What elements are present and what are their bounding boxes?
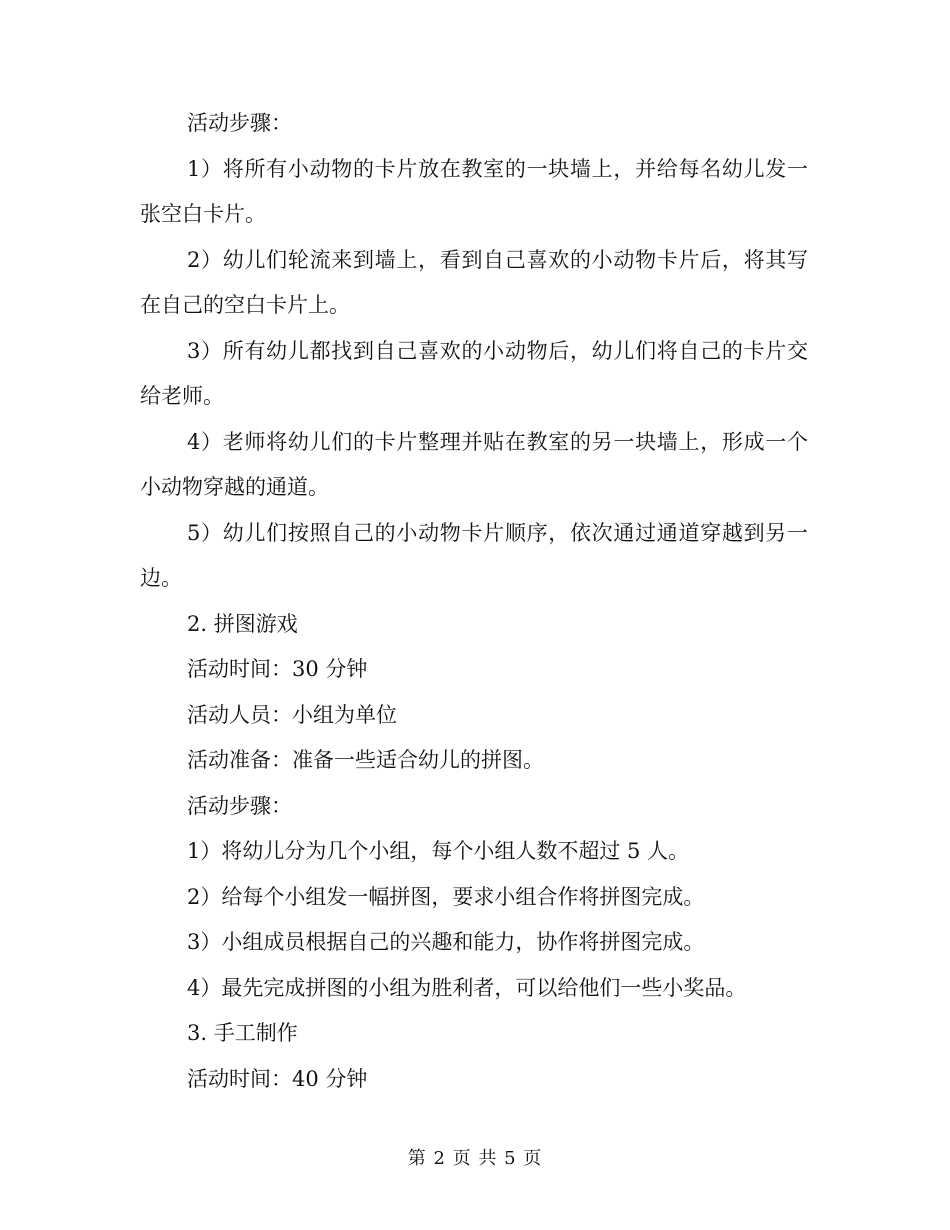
paragraph-steps-heading-2: 活动步骤： [187,793,292,818]
page-footer: 第 2 页 共 5 页 [407,1148,543,1169]
paragraph-puzzle-step-2: 2）给每个小组发一幅拼图，要求小组合作将拼图完成。 [187,884,705,909]
paragraph-activity-time: 活动时间：30 分钟 [187,657,368,681]
section-heading-puzzle: 2. 拼图游戏 [187,611,298,636]
section-heading-handcraft: 3. 手工制作 [187,1021,298,1045]
paragraph-step-2: 2）幼儿们轮流来到墙上，看到自己喜欢的小动物卡片后，将其写在自己的空白卡片上。 [140,247,808,317]
document-body [140,101,808,1102]
paragraph-activity-participants: 活动人员：小组为单位 [187,702,397,727]
paragraph-step-3: 3）所有幼儿都找到自己喜欢的小动物后，幼儿们将自己的卡片交给老师。 [140,338,808,408]
paragraph-activity-preparation: 活动准备：准备一些适合幼儿的拼图。 [187,748,544,772]
paragraph-puzzle-step-4: 4）最先完成拼图的小组为胜利者，可以给他们一些小奖品。 [187,975,747,1000]
paragraph-steps-heading: 活动步骤： [187,111,292,135]
paragraph-step-5: 5）幼儿们按照自己的小动物卡片顺序，依次通过通道穿越到另一边。 [140,520,808,590]
paragraph-handcraft-time: 活动时间：40 分钟 [187,1066,368,1091]
paragraph-puzzle-step-1: 1）将幼儿分为几个小组，每个小组人数不超过 5 人。 [187,839,690,863]
paragraph-puzzle-step-3: 3）小组成员根据自己的兴趣和能力，协作将拼图完成。 [187,930,705,954]
paragraph-step-1: 1）将所有小动物的卡片放在教室的一块墙上，并给每名幼儿发一张空白卡片。 [140,156,808,226]
paragraph-step-4: 4）老师将幼儿们的卡片整理并贴在教室的另一块墙上，形成一个小动物穿越的通道。 [140,429,808,499]
